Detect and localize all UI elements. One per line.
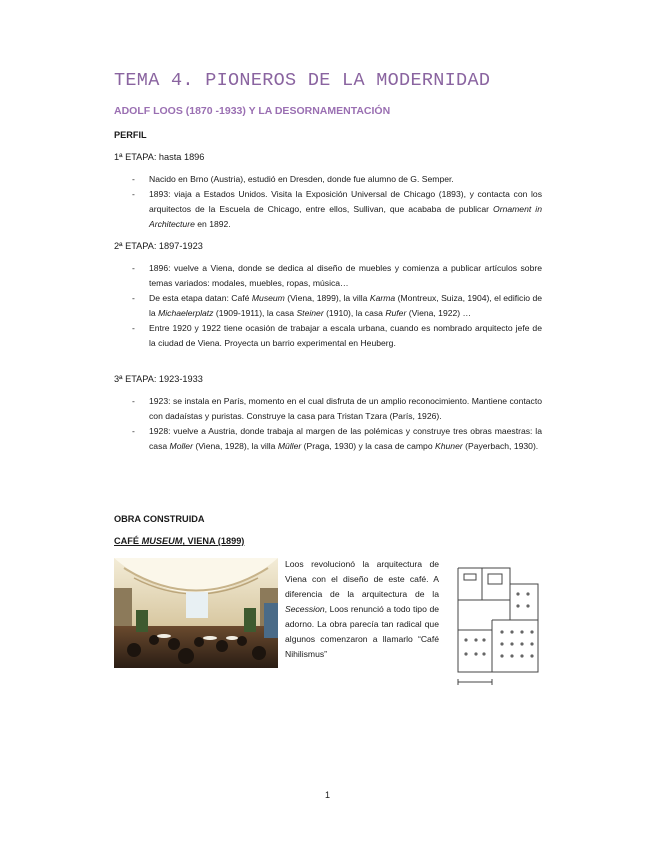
list-item [114, 321, 542, 351]
perfil-heading: PERFIL [114, 130, 147, 140]
cafe-description [285, 557, 439, 662]
italic-text: Michaelerplatz [158, 308, 214, 318]
text-run: 1896: vuelve a Viena, donde se dedica al diseño de muebles y comienza a publicar artículos sobre temas variados: modales, muebles, ropas, música… [149, 263, 542, 288]
italic-text: Müller [277, 441, 302, 451]
stage-2-list [114, 261, 542, 351]
cafe-interior-photo [114, 558, 278, 668]
stage-1-list [114, 172, 542, 232]
text-run: (1909-1911), la casa [213, 308, 297, 318]
italic-text: Ornament in Architecture [149, 204, 542, 229]
page-number: 1 [324, 790, 330, 800]
cafe-heading-italic: MUSEUM [141, 536, 183, 546]
text-run: De esta etapa datan: Café [149, 293, 252, 303]
text-run: (Viena, 1922) … [406, 308, 472, 318]
italic-text: Rufer [385, 308, 407, 318]
text-run: 1928: vuelve a Austria, donde trabaja al margen de las polémicas y construye tres obras maestras: la casa [149, 426, 542, 451]
italic-text: Steiner [296, 308, 324, 318]
text-run: en 1892. [194, 219, 231, 229]
list-item [114, 187, 542, 232]
text-run: (Viena, 1899), la villa [284, 293, 370, 303]
list-item [114, 424, 542, 454]
italic-text: Museum [251, 293, 285, 303]
text-run: (1910), la casa [323, 308, 386, 318]
list-item [114, 394, 542, 424]
obra-heading: OBRA CONSTRUIDA [114, 514, 205, 524]
text-run: (Payerbach, 1930). [462, 441, 539, 451]
italic-text: Khuner [435, 441, 463, 451]
text-run: , Loos renunció a todo tipo de adorno. La obra parecía tan radical que algunos comenzaron a llamarlo “Café Nihilismus” [285, 604, 439, 659]
text-run: (Viena, 1928), la villa [192, 441, 278, 451]
stage-2-label: 2ª ETAPA: 1897-1923 [114, 241, 203, 251]
cafe-museum-heading [114, 536, 244, 546]
text-run: Loos revolucionó la arquitectura de Viena con el diseño de este café. A diferencia de la arquitectura de la [285, 559, 439, 599]
italic-text: Moller [169, 441, 193, 451]
list-item [114, 291, 542, 321]
cafe-heading-post: , VIENA (1899) [182, 536, 245, 546]
stage-3-label: 3ª ETAPA: 1923-1933 [114, 374, 203, 384]
text-run: Entre 1920 y 1922 tiene ocasión de trabajar a escala urbana, cuando es nombrado arquitecto jefe de la ciudad de Viena. Proyecta un barrio experimental en Heuberg. [149, 323, 542, 348]
page-title: TEMA 4. PIONEROS DE LA MODERNIDAD [114, 70, 491, 91]
text-run: (Montreux, Suiza, 1904), el edificio de la [149, 293, 543, 318]
section-subtitle: ADOLF LOOS (1870 -1933) Y LA DESORNAMENTACIÓN [114, 105, 391, 117]
text-run: 1893: viaja a Estados Unidos. Visita la Exposición Universal de Chicago (1893), y contacta con los arquitectos de la Escuela de Chicago, entre ellos, Sullivan, que acababa de publicar [149, 189, 542, 214]
italic-text: Secession [285, 604, 325, 614]
text-run: 1923: se instala en París, momento en el cual disfruta de un amplio reconocimiento. Mantiene contacto con dadaístas y puristas. Construye la casa para Tristan Tzara (París, 1926). [149, 396, 542, 421]
text-run: Nacido en Brno (Austria), estudió en Dresden, donde fue alumno de G. Semper. [149, 174, 454, 184]
stage-3-list [114, 394, 542, 454]
list-item [114, 172, 542, 187]
cafe-floor-plan [452, 560, 544, 690]
text-run: (Praga, 1930) y la casa de campo [301, 441, 435, 451]
list-item [114, 261, 542, 291]
cafe-heading-pre: CAFÉ [114, 536, 142, 546]
stage-1-label: 1ª ETAPA: hasta 1896 [114, 152, 205, 162]
italic-text: Karma [369, 293, 396, 303]
